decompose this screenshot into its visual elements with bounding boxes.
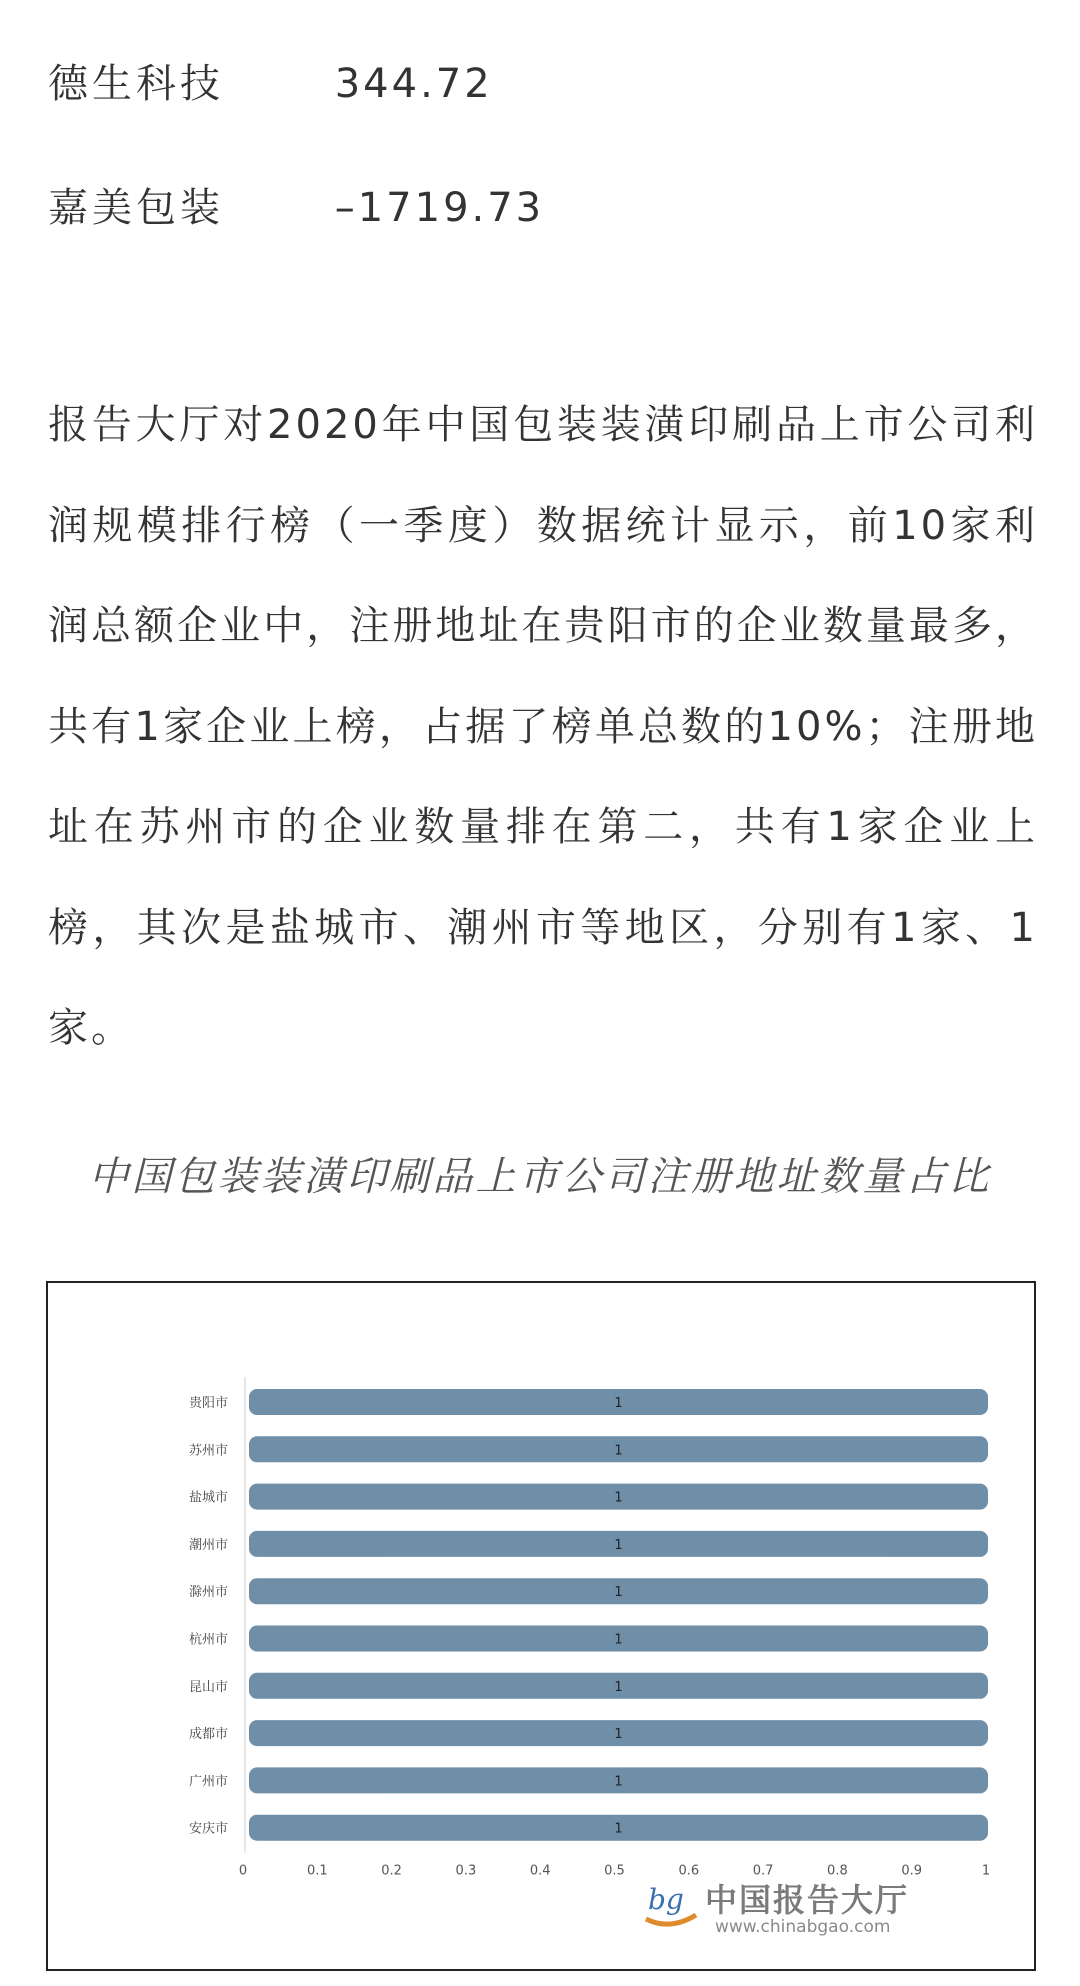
x-tick-label: 0.5 <box>604 1863 625 1879</box>
data-label: 1 <box>614 1490 623 1506</box>
chinabgao-logo-icon <box>640 1875 702 1937</box>
y-tick-label: 安庆市 <box>188 1821 228 1837</box>
data-label: 1 <box>614 1821 623 1837</box>
watermark <box>640 1875 940 1945</box>
x-tick-label: 0.9 <box>901 1863 923 1879</box>
data-label: 1 <box>614 1443 623 1459</box>
chart-frame <box>46 1281 1036 1971</box>
data-label: 1 <box>614 1774 623 1790</box>
y-tick-label: 盐城市 <box>188 1490 228 1506</box>
x-tick-label: 1 <box>981 1863 991 1879</box>
chart-caption: 中国包装装潢印刷品上市公司注册地址数量占比 <box>88 1154 992 1200</box>
data-label: 1 <box>614 1396 623 1411</box>
watermark-name: 中国报告大厅 <box>705 1881 910 1919</box>
y-tick-label: 潮州市 <box>188 1537 228 1553</box>
y-tick-label: 滁州市 <box>188 1585 228 1601</box>
company-name: 德生科技 <box>48 61 224 107</box>
svg-text:bg: bg <box>648 1883 684 1916</box>
y-tick-label: 成都市 <box>188 1727 228 1743</box>
profit-row-desheng <box>48 52 493 109</box>
profit-value: 344.72 <box>334 61 493 107</box>
x-tick-label: 0.3 <box>455 1863 477 1879</box>
x-tick-label: 0.7 <box>752 1863 774 1879</box>
x-tick-label: 0.1 <box>306 1863 328 1879</box>
data-label: 1 <box>614 1727 623 1743</box>
y-tick-label: 广州市 <box>188 1774 228 1790</box>
x-tick-label: 0.6 <box>678 1863 700 1879</box>
data-label: 1 <box>614 1632 623 1648</box>
data-label: 1 <box>614 1537 623 1553</box>
y-tick-label: 杭州市 <box>188 1632 228 1648</box>
y-tick-label: 贵阳市 <box>188 1396 228 1411</box>
article-paragraph: 报告大厅对2020年中国包装装潢印刷品上市公司利润规模排行榜（一季度）数据统计显示，前10家利润总额企业中，注册地址在贵阳市的企业数量最多，共有1家企业上榜，占据了榜单总数的10%；注册地址在苏州市的企业数量排在第二，共有1家企业上榜，其次是盐城市、潮州市等地区，分别有1家、1家。 <box>48 402 1038 1051</box>
x-tick-label: 0.4 <box>529 1863 551 1879</box>
y-tick-label: 苏州市 <box>188 1443 228 1459</box>
x-tick-label: 0.8 <box>827 1863 848 1879</box>
data-label: 1 <box>614 1679 623 1695</box>
x-tick-label: 0 <box>238 1863 248 1879</box>
bar-chart <box>48 1283 1034 1969</box>
company-name: 嘉美包装 <box>48 185 224 231</box>
profit-row-jiamei <box>48 176 544 233</box>
data-label: 1 <box>614 1585 623 1601</box>
y-tick-label: 昆山市 <box>188 1679 228 1695</box>
watermark-url: www.chinabgao.com <box>715 1917 891 1937</box>
x-tick-label: 0.2 <box>381 1863 402 1879</box>
profit-value: –1719.73 <box>334 185 545 231</box>
